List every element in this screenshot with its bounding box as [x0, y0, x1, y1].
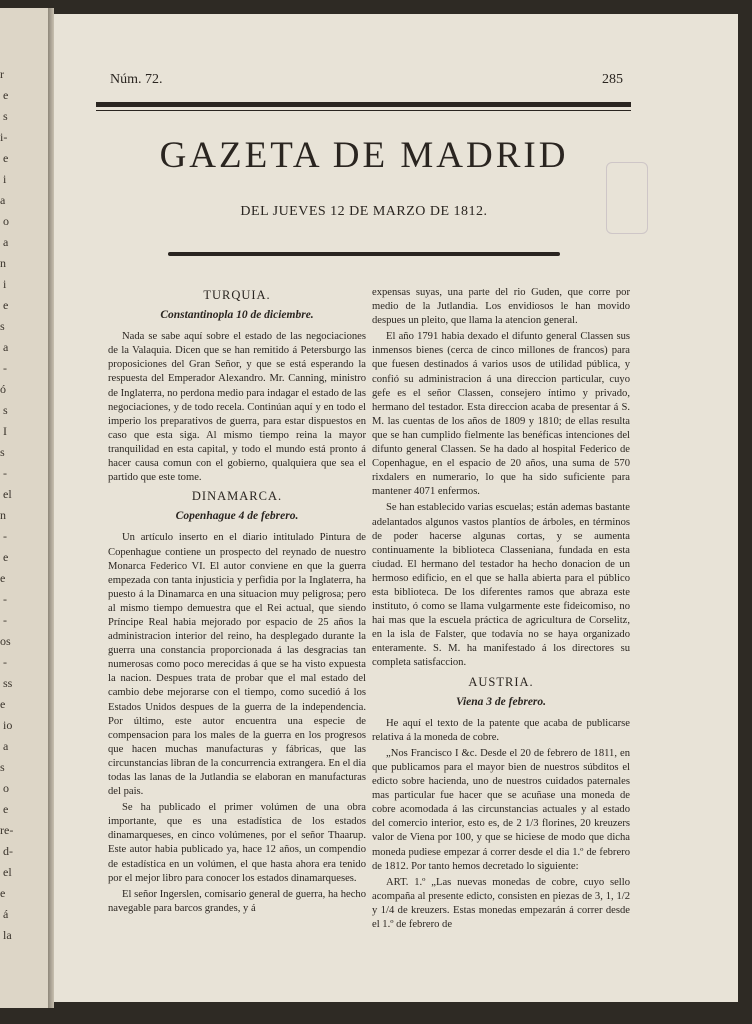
date-line: DEL JUEVES 12 DE MARZO DE 1812. [240, 204, 488, 219]
facing-page-text-fragment: - [3, 592, 7, 606]
facing-page-text-fragment: á [3, 907, 9, 921]
newspaper-page [54, 14, 738, 1002]
dateline-subheading: Copenhague 4 de febrero. [175, 510, 299, 523]
facing-page-text-fragment: - [3, 613, 7, 627]
facing-page-text-fragment: s [3, 109, 8, 123]
facing-page-text-fragment: d- [3, 844, 13, 858]
facing-page-text-fragment: i [3, 172, 7, 186]
facing-page-text-fragment: o [3, 781, 9, 795]
issue-number: Núm. 72. [110, 72, 163, 87]
article-paragraph: expensas suyas, una parte del rio Guden, que corre por medio de la Jutlandia. Los envidiosos le han movido despues un pleito, que llama la atencion general. [372, 287, 630, 327]
facing-page-text-fragment: os [0, 634, 11, 648]
facing-page-text-fragment: - [3, 361, 7, 375]
facing-page-text-fragment: s [0, 760, 5, 774]
library-stamp-icon [606, 162, 648, 234]
facing-page-text-fragment: i [3, 277, 7, 291]
facing-page-text-fragment: ó [0, 382, 6, 396]
facing-page-text-fragment: s [3, 403, 8, 417]
facing-page-text-fragment: i- [0, 130, 8, 144]
facing-page-text-fragment: I [3, 424, 7, 438]
facing-page-text-fragment: s [0, 319, 5, 333]
article-paragraph: Se ha publicado el primer volúmen de una obra importante, que es una estadística de los estados dinamarqueses, en cinco volúmenes, por el señor Thaarup. Este autor habia publicado ya, hace 12 años, un compendio de estadística en un volúmen, el que hasta ahora era tenido por el mejor libro para conocer los estados dinamarqueses. [108, 802, 366, 884]
article-paragraph: „Nos Francisco I &c. Desde el 20 de febrero de 1811, en que publicamos para el mayor bien de nuestros súbditos el edicto sobre hacienda, uno de nuestros cuidados paternales mas particular fue hacer que se acuñase una moneda de cobre acomodada á las circunstancias actuales y al estado del comercio interior, esto es, de 2 1/3 florines, 20 kreuzers valor de Viena por 100, y que se hiciese de modo que dicha moneda pudiese empezar á correr desde el dia 1.º de febrero de 1812. Por tanto hemos decretado lo siguiente: [372, 747, 630, 872]
facing-page-text-fragment: a [3, 235, 9, 249]
right-column [372, 286, 630, 934]
facing-page-edge [0, 8, 48, 1008]
facing-page-text-fragment: s [0, 445, 5, 459]
facing-page-text-fragment: e [3, 802, 9, 816]
facing-page-text-fragment: e [0, 571, 6, 585]
page-number: 285 [602, 72, 623, 87]
article-paragraph: El señor Ingerslen, comisario general de guerra, ha hecho navegable para barcos grandes, y á [108, 888, 366, 914]
facing-page-text-fragment: la [3, 928, 12, 942]
facing-page-text-fragment: n [0, 508, 6, 522]
facing-page-text-fragment: - [3, 466, 7, 480]
facing-page-text-fragment: ss [3, 676, 13, 690]
masthead-title: GAZETA DE MADRID [159, 135, 569, 176]
top-double-rule [96, 102, 631, 114]
dateline-subheading: Viena 3 de febrero. [455, 695, 547, 708]
facing-page-text-fragment: - [3, 655, 7, 669]
facing-page-text-fragment: a [3, 739, 9, 753]
article-paragraph: El año 1791 habia dexado el difunto general Classen sus inmensos bienes (cerca de cinco millones de francos) para que fuesen destinados á varios usos de utilidad pública, y confió su administracion á una direccion particular, cuyo gefe es el señor Classen, consejero íntimo y privado, hermano del testador. Esta direccion acaba de presentar á S. M. las cuentas de los años de 1809 y 1810; de ellas resulta que se han cumplido fielmente las benéficas intenciones del difunto general Classen. Se ha dado al hospital Federico de Copenhague, en el espacio de 20 años, una suma de 570 rixdalers en numerario, lo que ha sido suficiente para mantener 4071 enfermos. [372, 331, 630, 498]
facing-page-text-fragment: a [0, 193, 6, 207]
facing-page-text-fragment: - [3, 529, 7, 543]
dateline-subheading: Constantinopla 10 de diciembre. [160, 309, 314, 322]
article-paragraph: Nada se sabe aquí sobre el estado de las negociaciones de la Valaquia. Dicen que se han remitido á Petersburgo las proposiciones del Gran Señor, y que se está esperando la respuesta del Emperador Alexandro. Mr. Canning, ministro de Inglaterra, no perdona medio para indagar el estado de las negociaciones, y de todo recela. Continúan aquí y en todo el imperio los preparativos de guerra, para estar dispuestos en caso que esta siga. Al mismo tiempo reina la mayor tranquilidad en esta capital, y todo el mundo está pronto á hacer causa comun con el gobierno, qualquiera que sea el partido que este tome. [108, 331, 366, 484]
article-paragraph: Un artículo inserto en el diario intitulado Pintura de Copenhague contiene un prospecto del reynado de nuestro Monarca Federico VI. El autor conviene en que la guerra empezada con tanta injusticia y perfidia por la Inglaterra, ha puesto á la Dinamarca en una situacion muy peligrosa; pero al mismo tiempo demuestra que el Rei actual, que siendo Príncipe Real habia mejorado por espacio de 25 años la administracion interior del reino, ha desplegado durante la guerra una constancia proporcionada á las desgracias tan numerosas como poco merecidas á que se ha visto expuesta la nacion. Despues trata de probar que el mal estado del cambio debe mejorarse con el tiempo, como sucedió á los Estados Unidos despues de la guerra de la independencia. Por último, este autor encuentra una especie de compensacion para los males de la guerra en los progresos que hacen muchas manufacturas y fábricas, que las circunstancias libran de la concurrencia extrangera. En el dia todas las lanas de la Jutlandia se elaboran en manufacturas del pais. [108, 532, 366, 798]
facing-page-text-fragment: el [3, 865, 12, 879]
facing-page-text-fragment: el [3, 487, 12, 501]
facing-page-text-fragment: re- [0, 823, 14, 837]
facing-page-text-fragment: io [3, 718, 13, 732]
section-heading: DINAMARCA. [191, 489, 283, 504]
facing-page-text-fragment: e [3, 88, 9, 102]
facing-page-text-fragment: e [3, 550, 9, 564]
section-heading: TURQUIA. [203, 288, 271, 302]
header-rule [168, 252, 560, 256]
facing-page-text-fragment: e [3, 298, 9, 312]
facing-page-text-fragment: a [3, 340, 9, 354]
section-heading: AUSTRIA. [468, 674, 534, 689]
facing-page-text-fragment: e [0, 697, 6, 711]
facing-page-text-fragment: e [0, 886, 6, 900]
facing-page-text-fragment: o [3, 214, 9, 228]
facing-page-text-fragment: e [3, 151, 9, 165]
facing-page-text-fragment: n [0, 256, 6, 270]
article-paragraph: He aquí el texto de la patente que acaba de publicarse relativa á la moneda de cobre. [372, 717, 630, 743]
facing-page-text-fragment: r [0, 67, 4, 81]
left-column [108, 284, 366, 918]
article-paragraph: ART. 1.º „Las nuevas monedas de cobre, cuyo sello acompaña al presente edicto, consisten en piezas de 3, 1, 1/2 y 1/4 de kreuzers. Estas monedas empezarán á correr desde el 1.º de febrero de [372, 876, 630, 931]
article-paragraph: Se han establecido varias escuelas; están ademas bastante adelantados algunos vastos plantíos de árboles, en términos de poder hacerse algunas cortas, y se aumenta continuamente la biblioteca Classeniana, fundada en esta ciudad. El hermano del testador ha hecho donacion de un hermoso edificio, en el que se halla abierta para el público esta biblioteca. De los diferentes ramos que abraza este instituto, ó como se llama vulgarmente este fideicomiso, no hai mas que la escuela práctica de agricultura de Corselitz, en la isla de Falster, que todavía no se haya organizado enteramente. S. M. ha manifestado á los directores su completa satisfaccion. [372, 502, 630, 669]
